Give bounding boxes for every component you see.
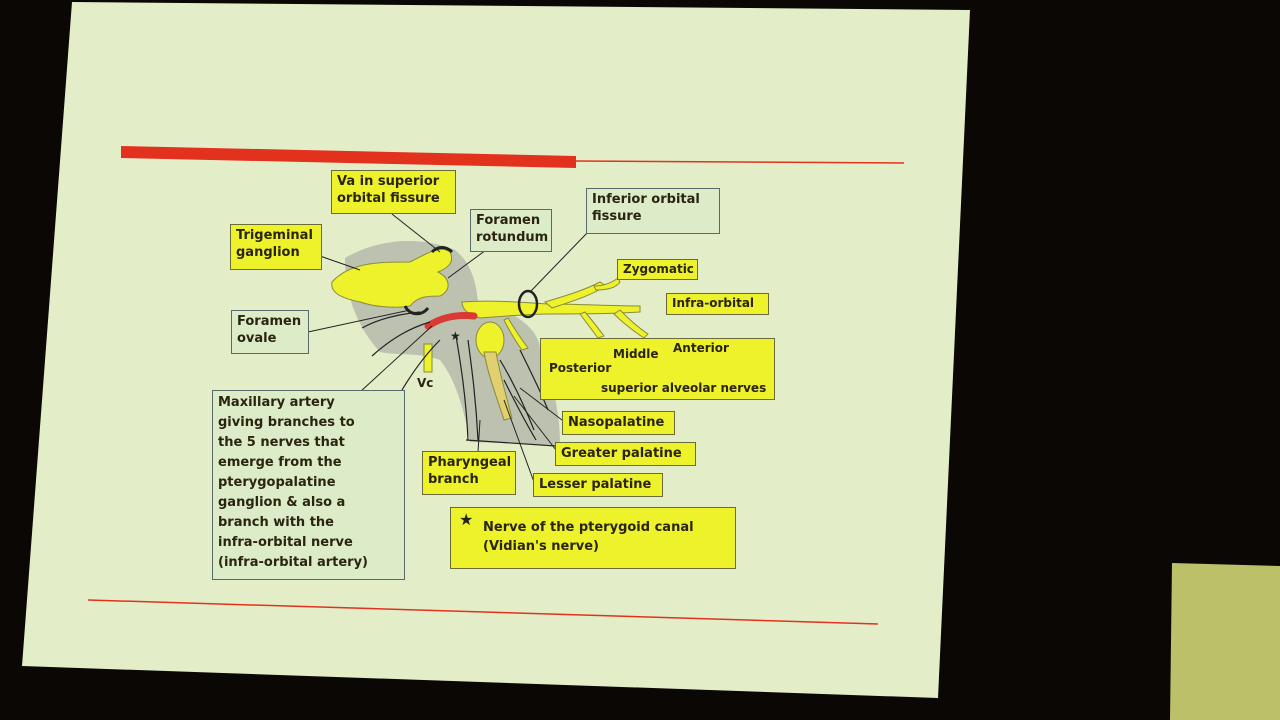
vidian-nerve-text: Nerve of the pterygoid canal (Vidian's nerve): [483, 520, 694, 554]
vc-nerve-shape: [424, 344, 432, 372]
star-icon: ★: [459, 510, 474, 529]
label-anterior: Anterior: [673, 341, 729, 355]
label-zygomatic: Zygomatic: [617, 259, 698, 280]
label-foramen-ovale: Foramen ovale: [231, 310, 309, 354]
label-va-superior-orbital-fissure: Va in superior orbital fissure: [331, 170, 456, 214]
label-superior-alveolar-nerves: superior alveolar nerves: [601, 381, 767, 395]
label-foramen-rotundum: Foramen rotundum: [470, 209, 552, 252]
label-infra-orbital: Infra-orbital: [666, 293, 769, 315]
vidian-nerve-note: [450, 507, 736, 569]
label-pharyngeal-branch: Pharyngeal branch: [422, 451, 516, 495]
label-trigeminal-ganglion: Trigeminal ganglion: [230, 224, 322, 270]
label-maxillary-artery-note: Maxillary artery giving branches to the 5 nerves that emerge from the pterygopalatine ganglion & also a branch with the infra-orbital nerve (infra-orbital artery): [212, 390, 405, 580]
label-lesser-palatine: Lesser palatine: [533, 473, 663, 497]
label-posterior: Posterior: [549, 361, 612, 375]
star-marker: ★: [450, 329, 461, 343]
label-inferior-orbital-fissure: Inferior orbital fissure: [586, 188, 720, 234]
corner-panel: [1170, 563, 1280, 720]
label-middle: Middle: [613, 347, 659, 361]
label-greater-palatine: Greater palatine: [555, 442, 696, 466]
label-nasopalatine: Nasopalatine: [562, 411, 675, 435]
label-vc: Vc: [417, 376, 434, 390]
